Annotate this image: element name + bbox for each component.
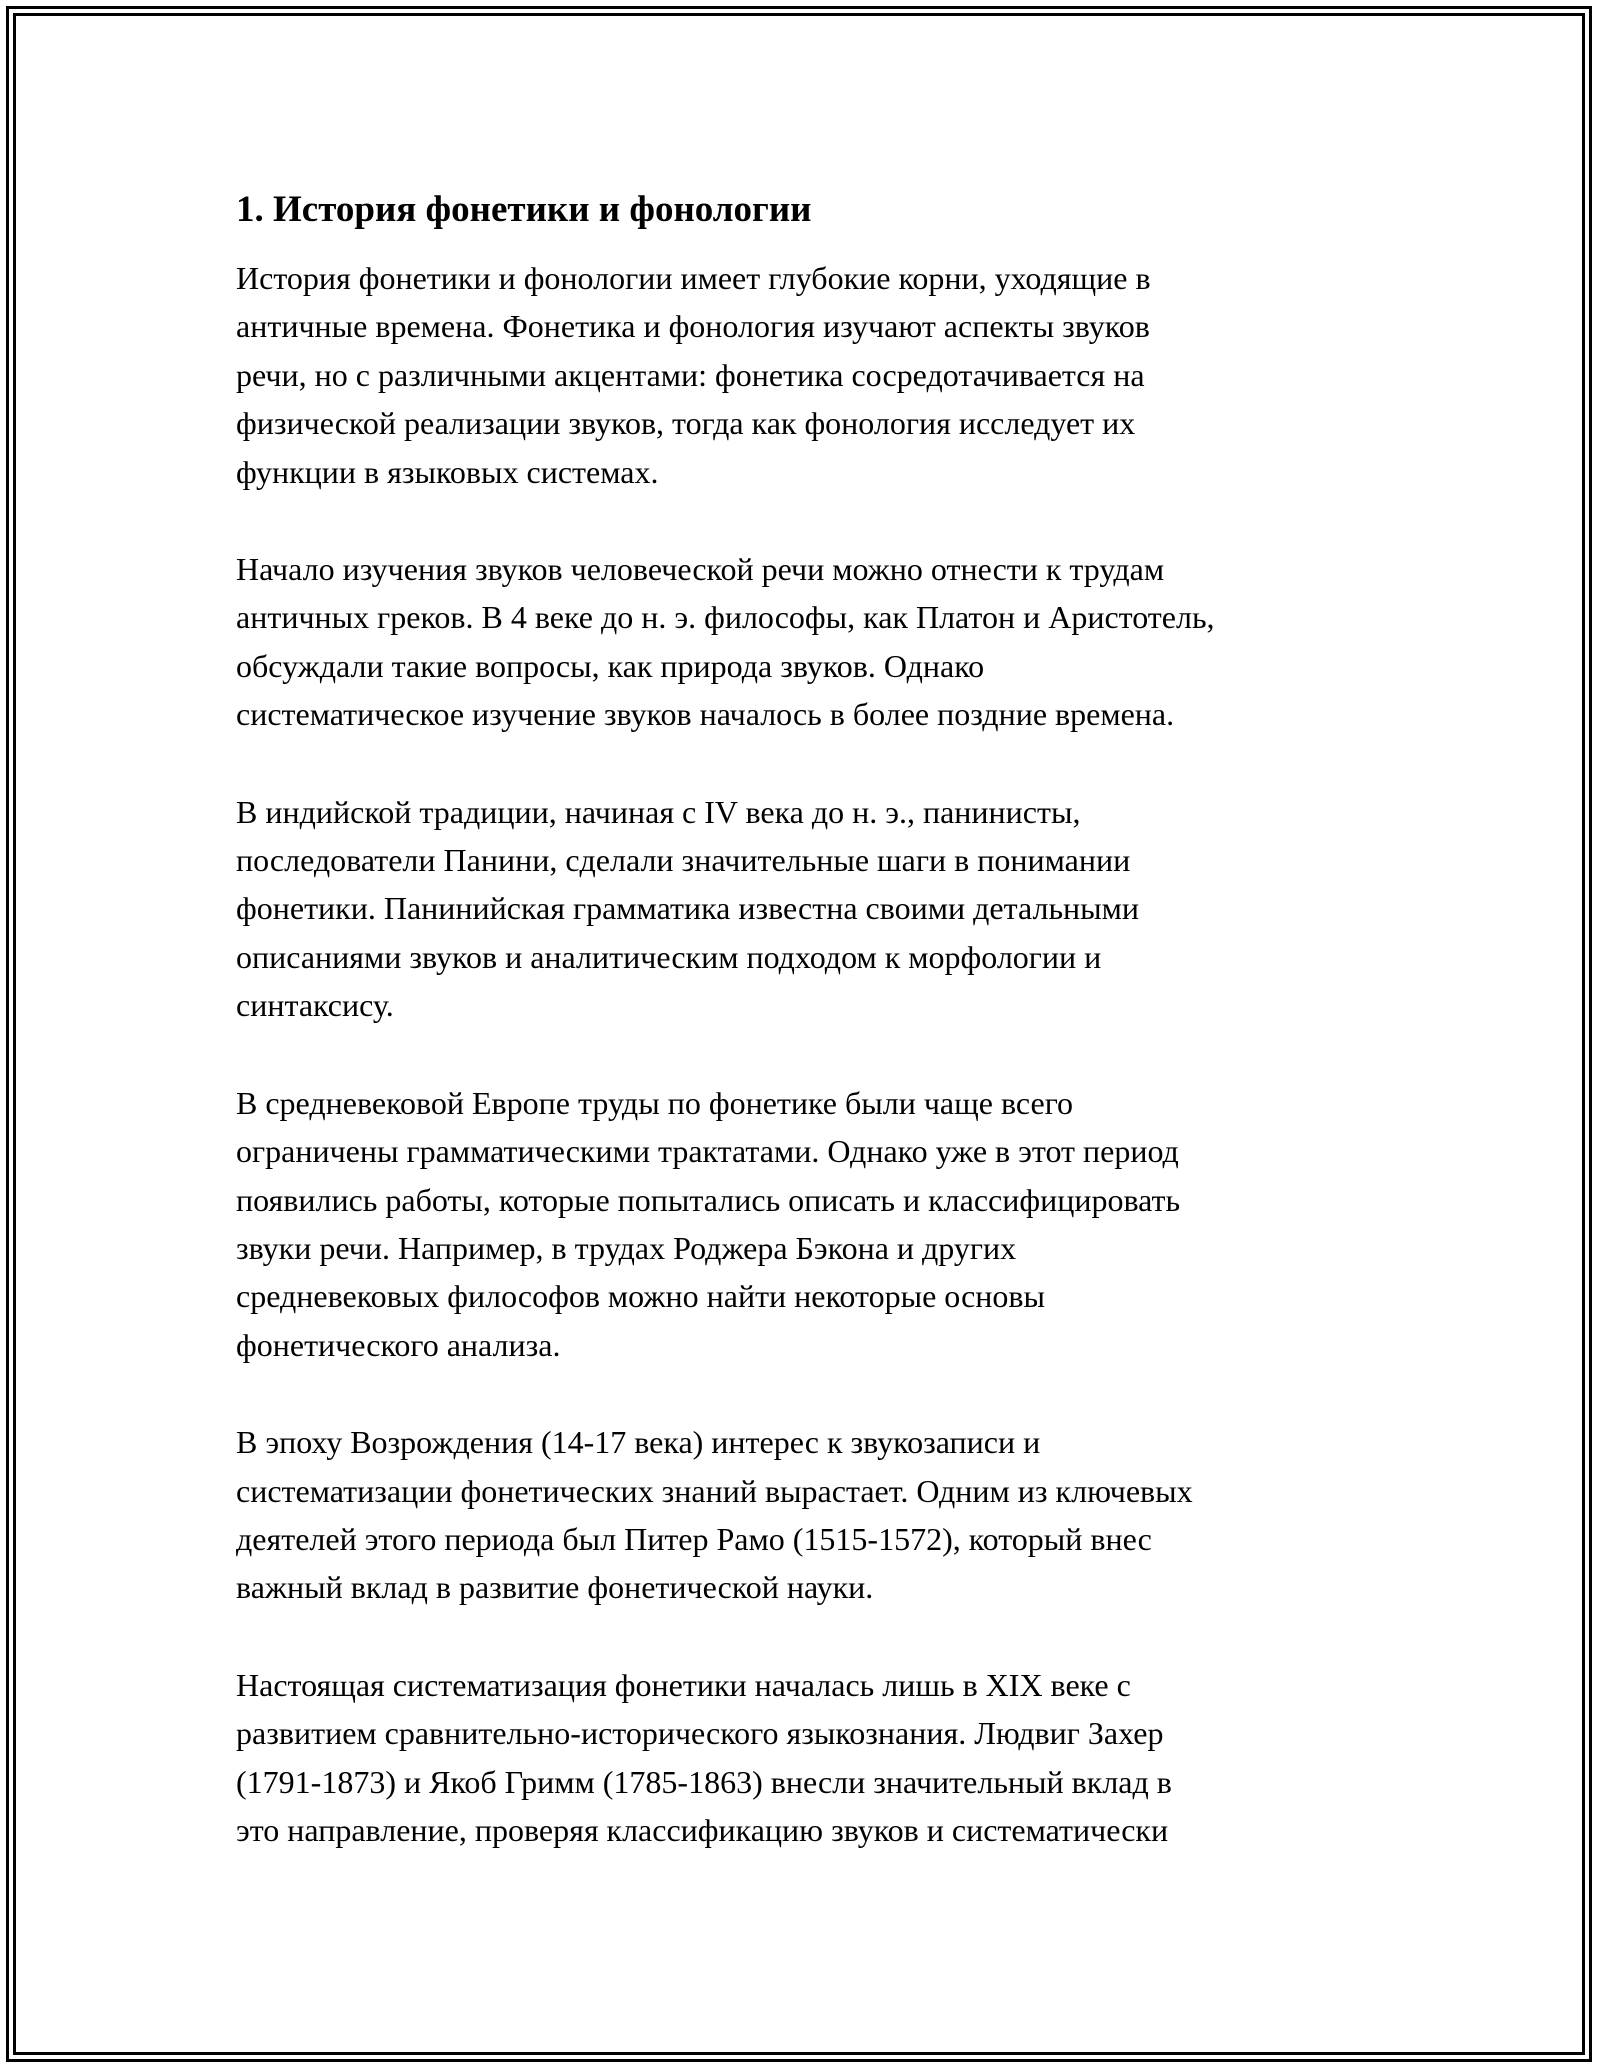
text-line: Начало изучения звуков человеческой речи можно отнести к трудам [236,551,1165,588]
text-line: В эпоху Возрождения (14-17 века) интерес к звукозаписи и [236,1424,1041,1461]
paragraph-4 [236,1079,1436,1369]
text-line: средневековых философов можно найти некоторые основы [236,1278,1045,1315]
text-line: (1791-1873) и Якоб Гримм (1785-1863) внесли значительный вклад в [236,1763,1172,1800]
text-line: функции в языковых системах. [236,453,659,490]
text-line: важный вклад в развитие фонетической науки. [236,1569,874,1606]
document-body [236,186,1436,1903]
text-line: античных греков. В 4 веке до н. э. философы, как Платон и Аристотель, [236,599,1215,636]
section-heading: 1. История фонетики и фонологии [236,189,812,230]
text-line: античные времена. Фонетика и фонология изучают аспекты звуков [236,308,1150,345]
paragraph-2 [236,545,1436,739]
text-line: синтаксису. [236,987,394,1024]
text-line: деятелей этого периода был Питер Рамо (1515-1572), который внес [236,1520,1152,1557]
text-line: Настоящая систематизация фонетики началась лишь в XIX веке с [236,1666,1131,1703]
paragraph-5 [236,1418,1436,1612]
text-line: ограничены грамматическими трактатами. Однако уже в этот период [236,1133,1179,1170]
text-line: это направление, проверяя классификацию звуков и систематически [236,1811,1169,1848]
text-line: фонетики. Панинийская грамматика известна своими детальными [236,890,1140,927]
text-line: История фонетики и фонологии имеет глубокие корни, уходящие в [236,260,1151,296]
text-line: В средневековой Европе труды по фонетике были чаще всего [236,1084,1074,1121]
text-line: развитием сравнительно-исторического языкознания. Людвиг Захер [236,1715,1164,1752]
text-line: систематическое изучение звуков началось в более поздние времена. [236,696,1175,733]
text-line: обсуждали такие вопросы, как природа звуков. Однако [236,647,985,684]
paragraph-3 [236,788,1436,1030]
text-line: описаниями звуков и аналитическим подходом к морфологии и [236,938,1102,975]
text-line: последователи Панини, сделали значительные шаги в понимании [236,842,1131,879]
text-line: В индийской традиции, начиная с IV века до н. э., панинисты, [236,793,1081,830]
text-line: фонетического анализа. [236,1326,561,1363]
paragraph-1 [236,254,1436,496]
text-line: систематизации фонетических знаний вырастает. Одним из ключевых [236,1472,1193,1509]
paragraph-6 [236,1661,1436,1855]
text-line: появились работы, которые попытались описать и классифицировать [236,1181,1181,1218]
text-line: речи, но с различными акцентами: фонетика сосредотачивается на [236,356,1145,393]
text-line: звуки речи. Например, в трудах Роджера Бэкона и других [236,1229,1017,1266]
text-line: физической реализации звуков, тогда как фонология исследует их [236,405,1136,442]
